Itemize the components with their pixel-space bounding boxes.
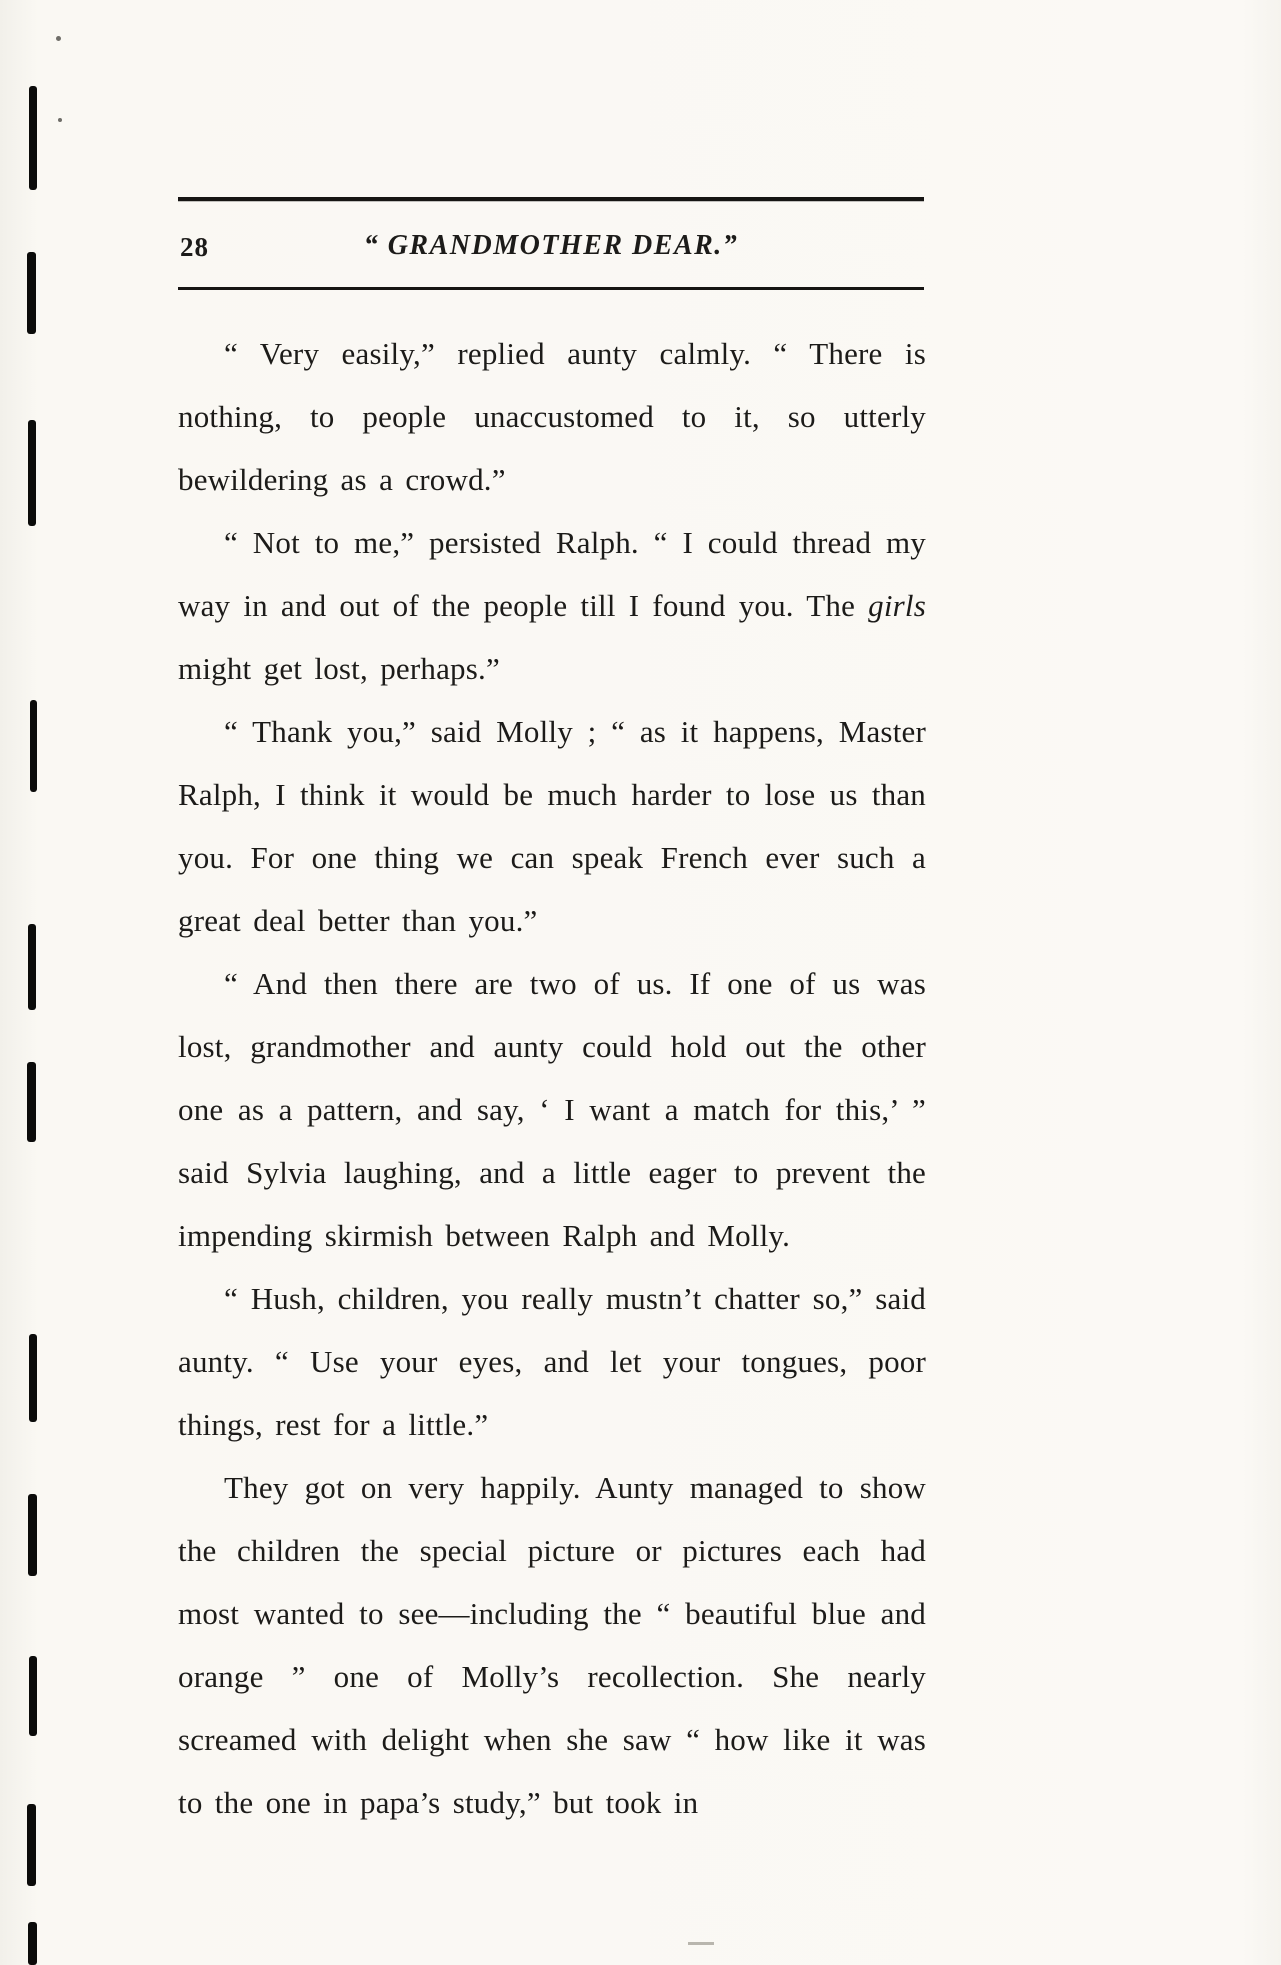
scan-artifact [28,1922,37,1965]
scan-artifact [28,1494,37,1576]
paragraph-text: might get lost, perhaps.” [178,651,500,686]
paragraph: “ And then there are two of us. If one of us was lost, grandmother and aunty could hold out the other one as a pattern, and say, ‘ I want a match for this,’ ” said Sylvia laughing, and a little eager to prevent the impending skirmish between Ralph and Molly. [178,966,926,1253]
paragraph [178,511,926,700]
paragraph: “ Hush, children, you really mustn’t chatter so,” said aunty. “ Use your eyes, and let your tongues, poor things, rest for a little.” [178,1281,926,1442]
paragraph: “ Very easily,” replied aunty calmly. “ There is nothing, to people unaccustomed to it, so utterly bewildering as a crowd.” [178,336,926,497]
scan-artifact [28,420,36,526]
scan-mark [688,1942,714,1945]
header-rule [178,287,924,290]
page-number: 28 [180,232,209,262]
body-text [178,322,926,1834]
top-rule [178,197,924,201]
scan-artifact [29,1334,37,1422]
scan-speck [56,36,61,41]
scan-artifact [29,86,37,190]
scan-artifact [30,700,37,792]
scan-artifact [27,252,36,334]
italic-word: girls [868,588,926,623]
scan-speck [58,118,62,122]
paragraph: They got on very happily. Aunty managed to show the children the special picture or pictures each had most wanted to see—including the “ beautiful blue and orange ” one of Molly’s recollection. She nearly screamed with delight when she saw “ how like it was to the one in papa’s study,” but took in [178,1470,926,1820]
running-header-title: “ GRANDMOTHER DEAR.” [363,230,739,261]
paragraph-text: “ Not to me,” persisted Ralph. “ I could thread my way in and out of the people till I found you. The [178,525,926,623]
scan-artifact [27,1804,36,1886]
scan-artifact [28,924,36,1010]
running-head [178,226,924,270]
paragraph: “ Thank you,” said Molly ; “ as it happens, Master Ralph, I think it would be much harder to lose us than you. For one thing we can speak French ever such a great deal better than you.” [178,714,926,938]
scan-artifact [27,1062,36,1142]
scan-artifact [29,1656,37,1736]
